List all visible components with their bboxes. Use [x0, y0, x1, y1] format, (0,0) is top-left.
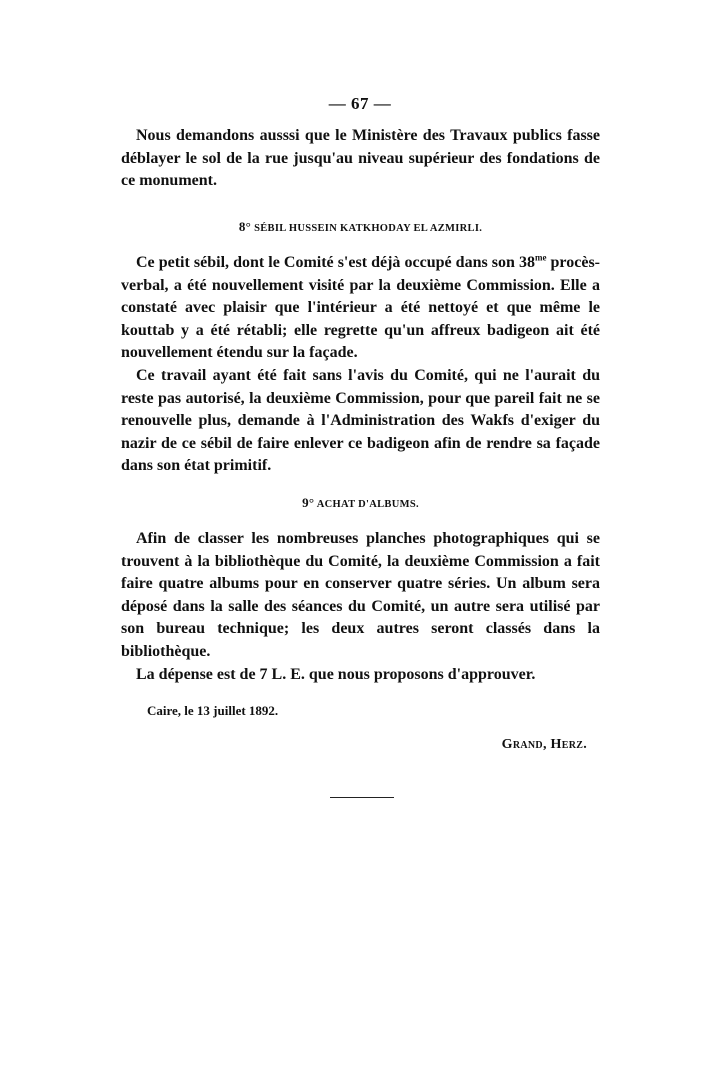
- section-9-paragraph-2: La dépense est de 7 L. E. que nous proposons d'approuver.: [136, 665, 536, 683]
- intro-paragraph: Nous demandons ausssi que le Ministère des Travaux publics fasse déblayer le sol de la rue jusqu'au niveau supérieur des fondations de ce monument.: [121, 127, 600, 190]
- closing-rule: [330, 797, 394, 798]
- section-8-paragraph-1-end: procès-verbal, a été nouvellement visité par la deuxième Commission. Elle a constaté avec plaisir que l'intérieur a été nettoyé et que même le kouttab y a été rétabli; elle regrette qu'un affreux badigeon ait été nouvellement étendu sur la façade.: [121, 254, 601, 362]
- page-number: — 67 —: [328, 94, 392, 113]
- section-9-body: [121, 528, 600, 686]
- date-line: Caire, le 13 juillet 1892.: [147, 703, 279, 718]
- section-9-paragraph-1: Afin de classer les nombreuses planches photographiques qui se trouvent à la bibliothèque du Comité, la deuxième Commission a fait faire quatre albums pour en conserver quatre séries. Un album sera déposé dans la salle des séances du Comité, un autre sera utilisé par son bureau technique; les deux autres seront classés dans la bibliothèque.: [121, 530, 600, 660]
- section-8-body: [121, 252, 600, 478]
- section-8-paragraph-1: [121, 252, 600, 365]
- section-8-heading: [121, 219, 600, 235]
- section-8-number: 8°: [238, 219, 252, 234]
- section-9-title: ACHAT D'ALBUMS.: [316, 499, 419, 510]
- ordinal-superscript: me: [534, 252, 547, 263]
- intro-block: [121, 125, 600, 193]
- section-8-paragraph-1-start: Ce petit sébil, dont le Comité s'est déjà occupé dans son 38: [136, 254, 535, 271]
- section-8-title: SÉBIL HUSSEIN KATKHODAY EL AZMIRLI.: [254, 223, 483, 234]
- signature: Grand, Herz.: [501, 737, 587, 752]
- section-9-number: 9°: [302, 495, 315, 510]
- section-8-paragraph-2: Ce travail ayant été fait sans l'avis du Comité, qui ne l'aurait du reste pas autorisé, la deuxième Commission, pour que pareil fait ne se renouvelle plus, demande à l'Administration des Wakfs d'exiger du nazir de ce sébil de faire enlever ce badigeon afin de rendre sa façade dans son état primitif.: [121, 366, 600, 475]
- section-9-heading: [121, 495, 600, 511]
